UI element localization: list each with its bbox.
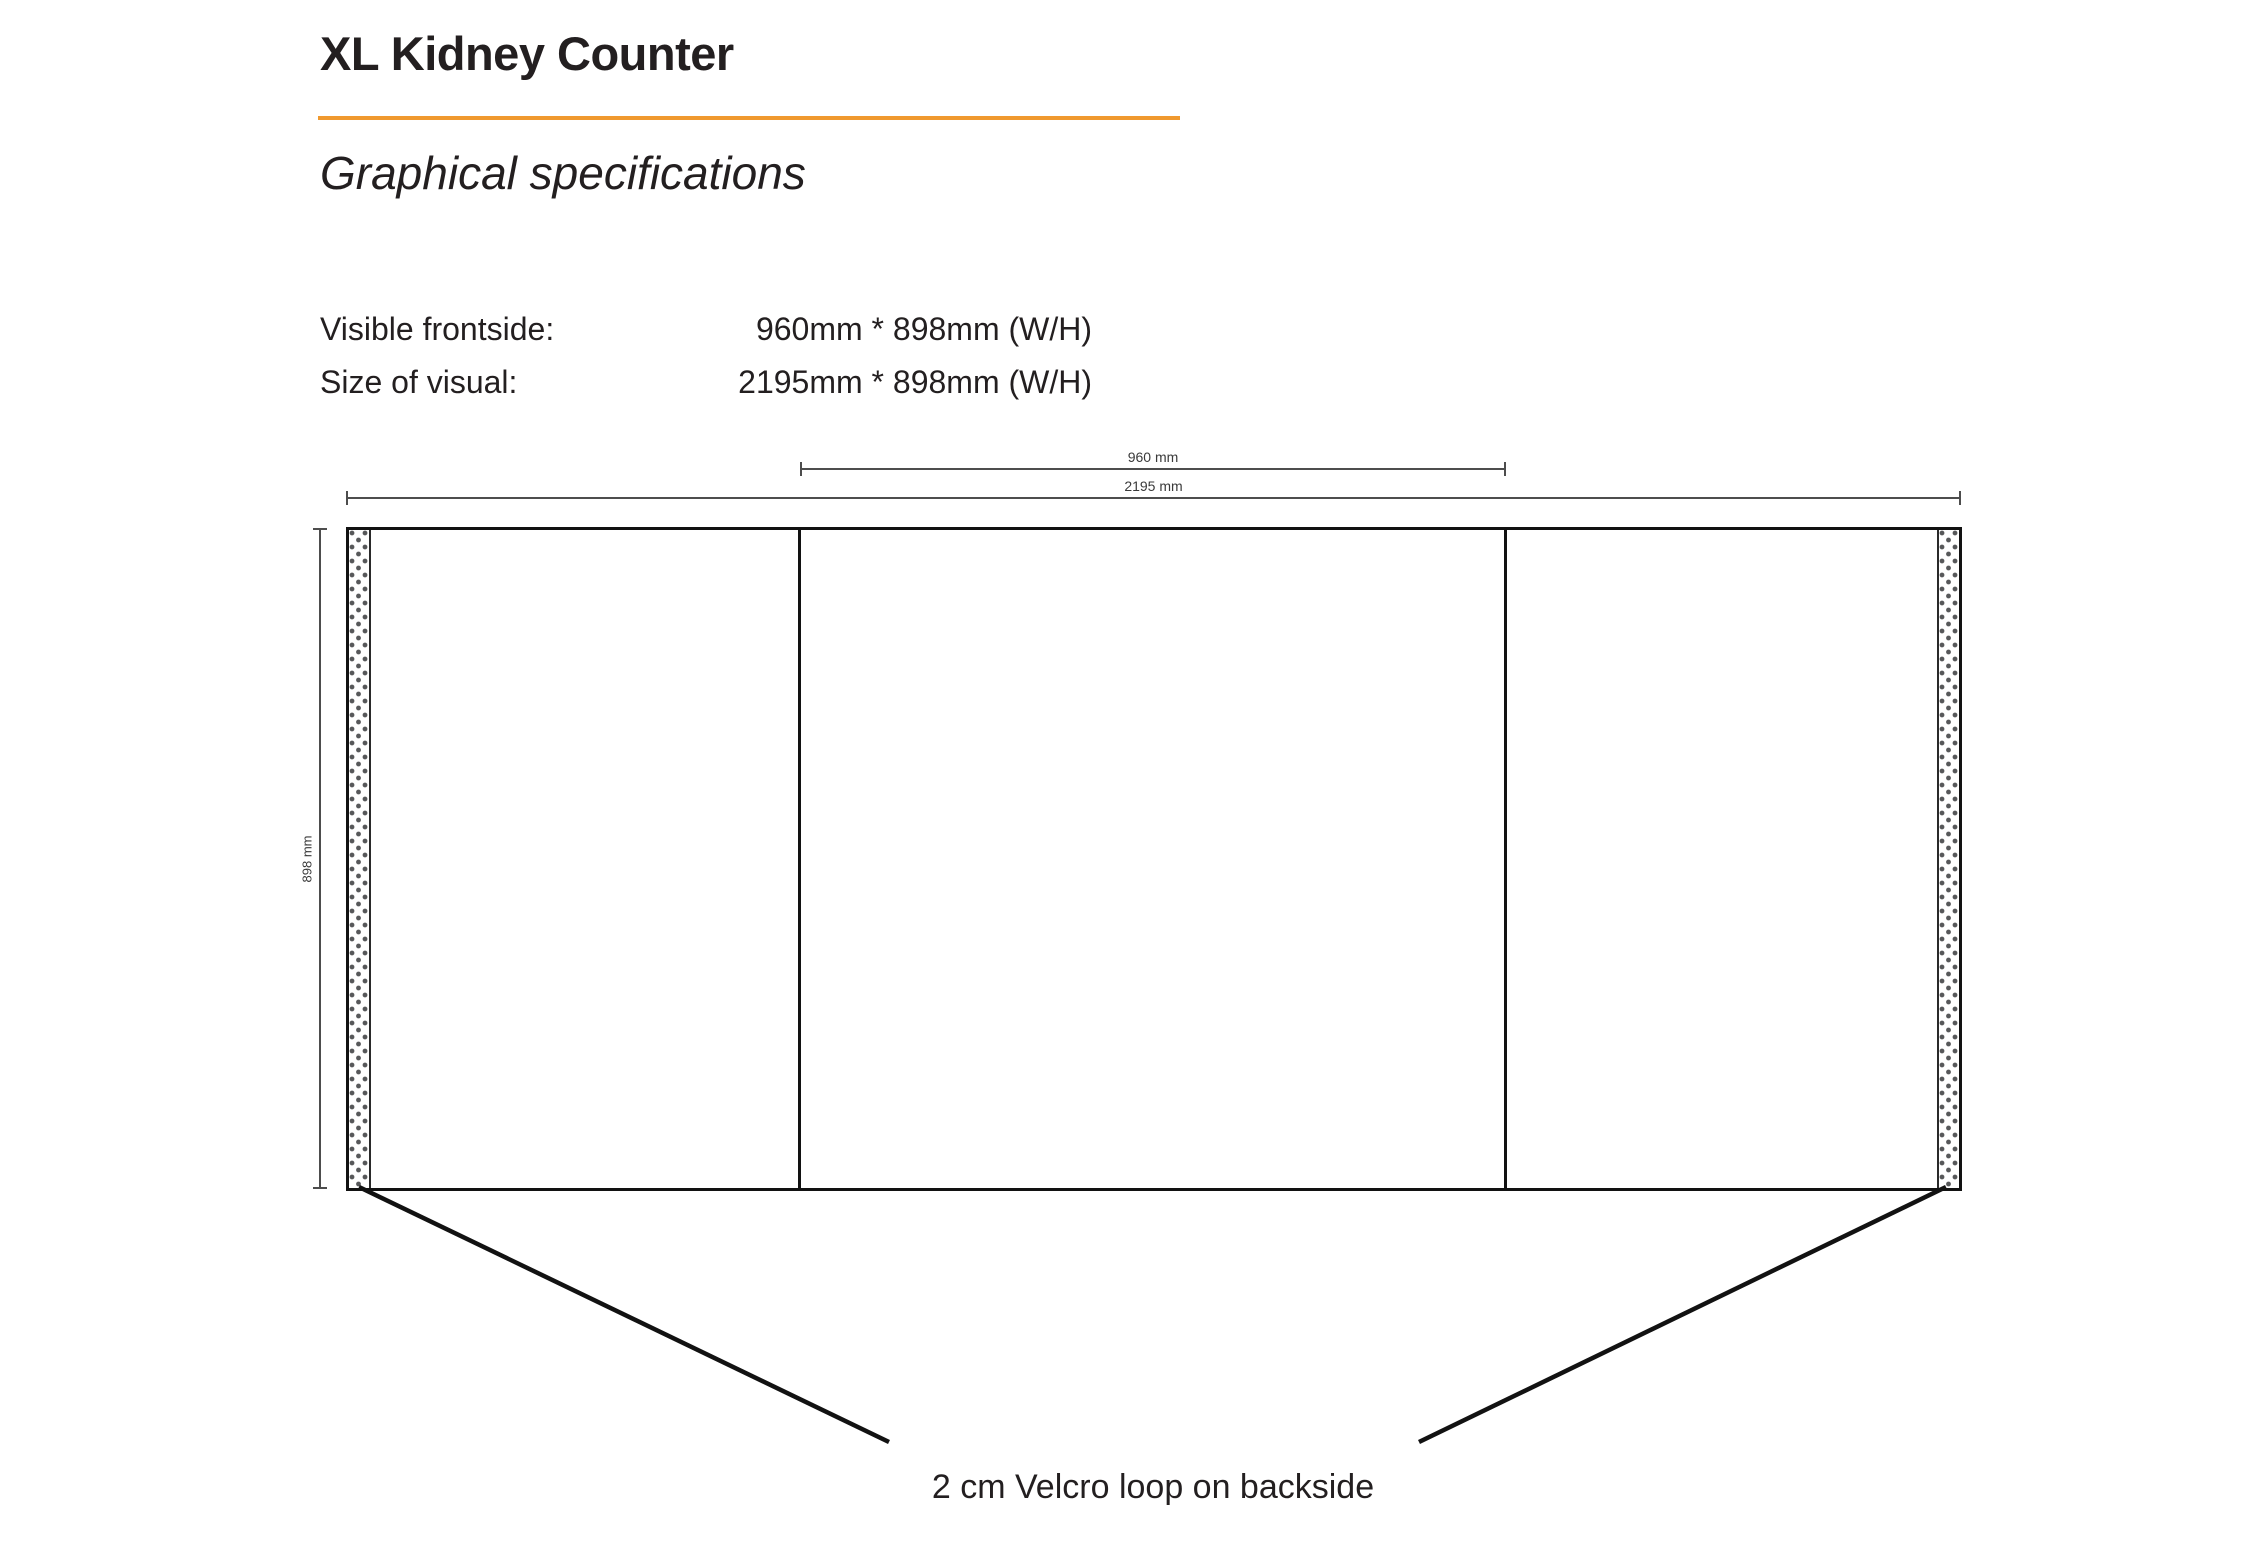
dimension-line [800,468,1506,470]
dimension-line [346,497,1961,499]
title-accent-rule [318,116,1180,120]
spec-value: 2195mm * 898mm (W/H) [738,364,1092,400]
spec-label: Visible frontside: [320,311,555,347]
velcro-annotation: 2 cm Velcro loop on backside [931,1468,1375,1506]
spec-table [320,303,1092,409]
velcro-strip-right [1937,530,1959,1188]
dimension-visible-width [800,449,1506,470]
spec-label: Size of visual: [320,364,518,400]
page-subtitle: Graphical specifications [320,147,806,199]
panel-seam-right [1504,530,1507,1188]
dimension-line [319,528,321,1189]
spec-value: 960mm * 898mm (W/H) [755,311,1092,347]
dimension-height [299,528,321,1189]
page-title: XL Kidney Counter [320,27,734,80]
dimension-height-label: 898 mm [299,835,315,882]
dimension-total-width-label: 2195 mm [1124,478,1183,494]
dimension-visible-width-label: 960 mm [1127,449,1179,465]
banner-outline [346,527,1962,1191]
spec-row-size-of-visual [320,356,1092,409]
velcro-strip-left [349,530,371,1188]
spec-row-visible-frontside [320,303,1092,356]
panel-seam-left [798,530,801,1188]
dimension-total-width [346,478,1961,499]
